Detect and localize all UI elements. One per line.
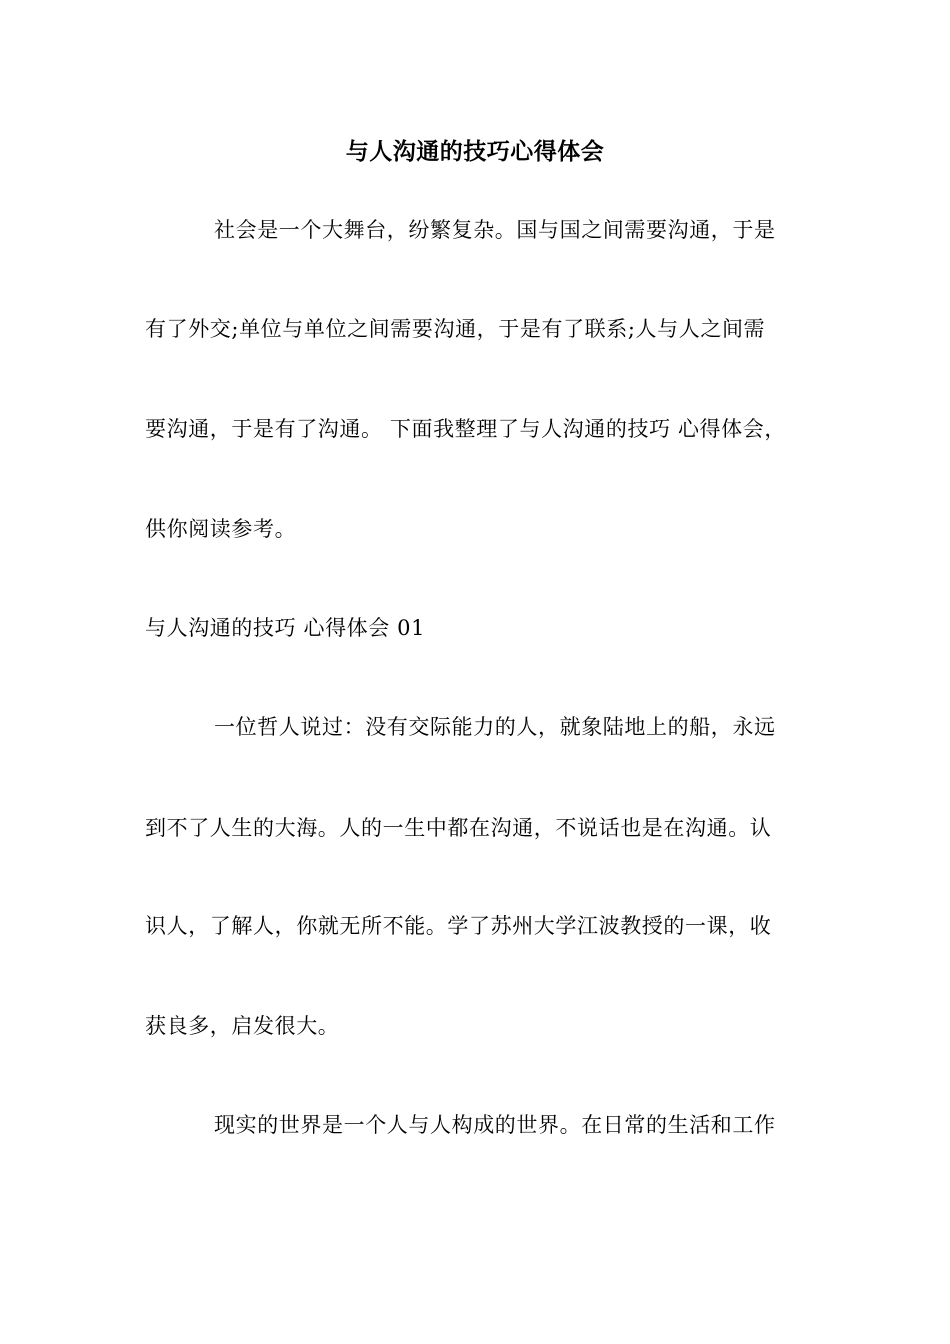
paragraph-1-line-2: 有了外交;单位与单位之间需要沟通，于是有了联系;人与人之间需 bbox=[145, 317, 766, 341]
paragraph-2-line-4: 获良多，启发很大。 bbox=[145, 1014, 340, 1038]
paragraph-1-line-4: 供你阅读参考。 bbox=[145, 517, 297, 541]
paragraph-2-line-2: 到不了人生的大海。人的一生中都在沟通，不说话也是在沟通。认 bbox=[145, 816, 772, 840]
paragraph-3-line-1: 现实的世界是一个人与人构成的世界。在日常的生活和工作 bbox=[214, 1113, 776, 1137]
paragraph-1-line-1: 社会是一个大舞台，纷繁复杂。国与国之间需要沟通，于是 bbox=[214, 218, 776, 242]
paragraph-1-line-3: 要沟通，于是有了沟通。 下面我整理了与人沟通的技巧 心得体会， bbox=[145, 417, 786, 441]
section-heading-01: 与人沟通的技巧 心得体会 01 bbox=[145, 616, 426, 640]
paragraph-2-line-1: 一位哲人说过：没有交际能力的人，就象陆地上的船，永远 bbox=[214, 715, 776, 739]
paragraph-2-line-3: 识人，了解人，你就无所不能。学了苏州大学江波教授的一课，收 bbox=[145, 914, 772, 938]
document-title: 与人沟通的技巧心得体会 bbox=[345, 138, 605, 165]
